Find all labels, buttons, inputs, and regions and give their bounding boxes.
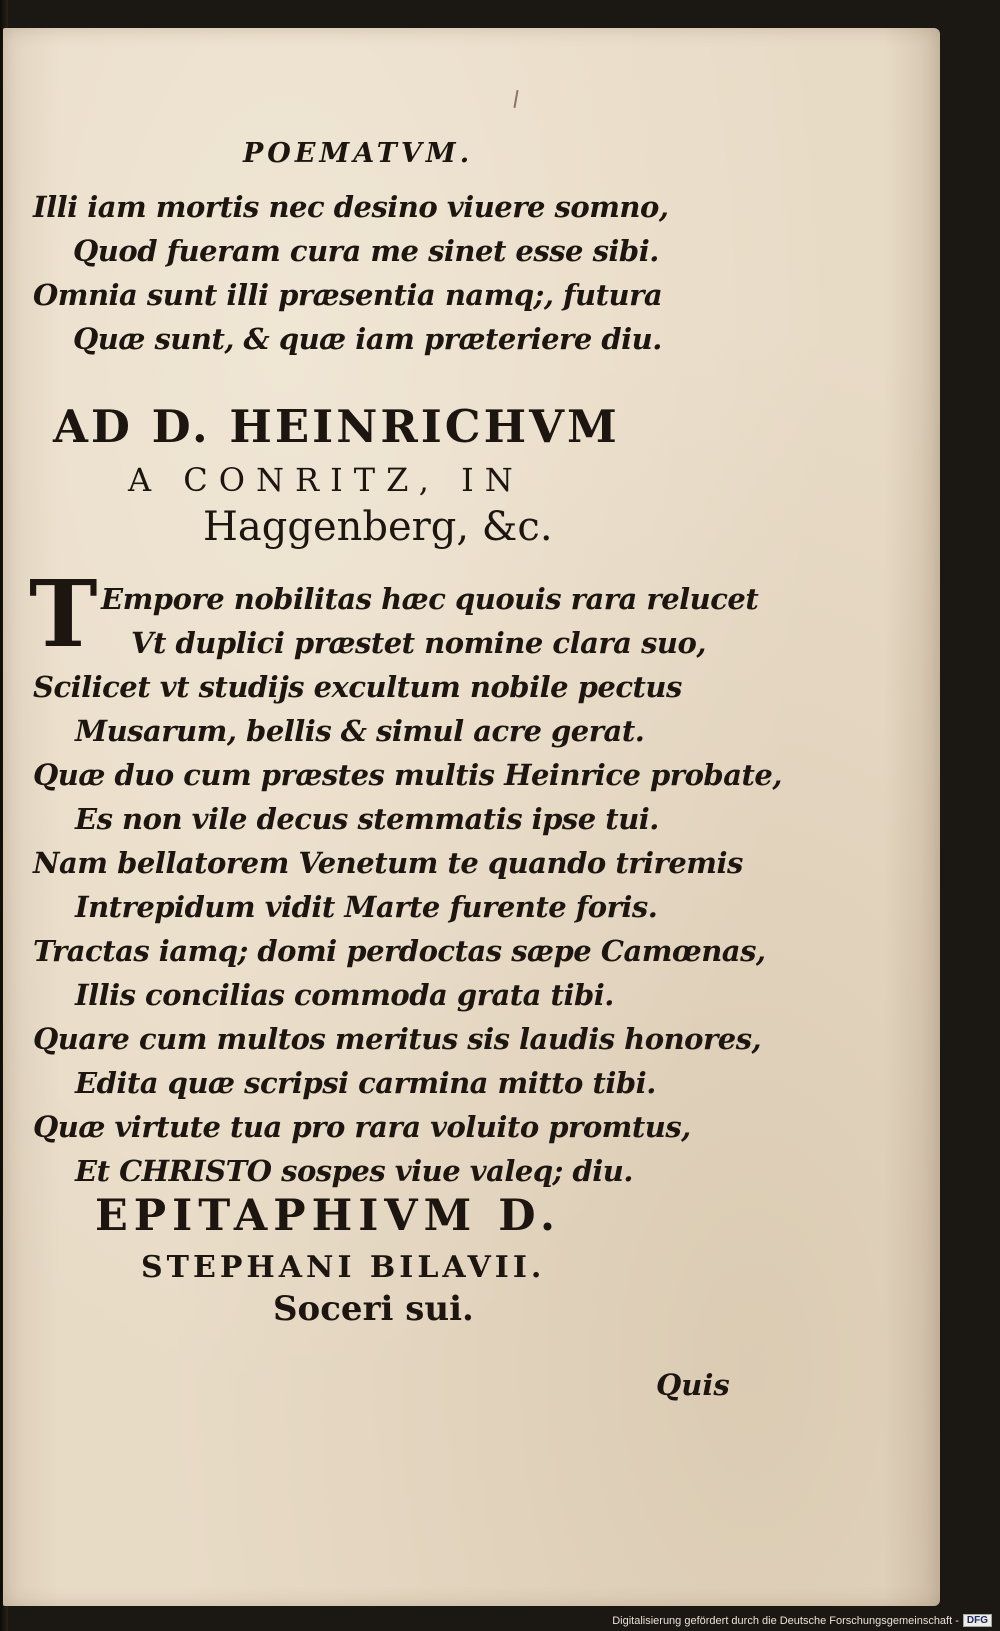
verse-line: Edita quæ scripsi carmina mitto tibi. (75, 1066, 656, 1100)
poem-title-line3: Haggenberg, &c. (203, 504, 553, 550)
main-verse (33, 577, 782, 1193)
poem-title-line2: A CONRITZ, IN (128, 461, 524, 499)
epitaph-title-line2: STEPHANI BILAVII. (141, 1250, 546, 1285)
verse-line: Quod fueram cura me sinet esse sibi. (73, 234, 659, 268)
verse-line: Vt duplici præstet nomine clara suo, (131, 626, 706, 660)
verse-line: Quæ sunt, & quæ iam præteriere diu. (73, 322, 662, 356)
verse-line: Illi iam mortis nec desino viuere somno, (33, 190, 669, 224)
verse-line: Nam bellatorem Venetum te quando triremis (33, 846, 743, 880)
verse-line: Tractas iamq; domi perdoctas sæpe Camœnas, (33, 934, 766, 968)
verse-line: Es non vile decus stemmatis ipse tui. (75, 802, 659, 836)
verse-line: Omnia sunt illi præsentia namq;, futura (33, 278, 663, 312)
digitization-footer (612, 1614, 992, 1627)
epitaph-title-line1: EPITAPHIVM D. (95, 1191, 561, 1241)
verse-line: Musarum, bellis & simul acre gerat. (75, 714, 645, 748)
verse-line: Illis concilias commoda grata tibi. (75, 978, 614, 1012)
verse-line: Quare cum multos meritus sis laudis honores, (33, 1022, 762, 1056)
drop-cap: T (29, 560, 98, 668)
verse-line: Et CHRISTO sospes viue valeq; diu. (75, 1154, 633, 1188)
running-head: POEMATVM. (243, 138, 474, 169)
verse-line: Scilicet vt studijs excultum nobile pectus (33, 670, 682, 704)
page-mark (513, 90, 518, 108)
verse-line: Quæ duo cum præstes multis Heinrice probate, (33, 758, 782, 792)
verse-line: Empore nobilitas hæc quouis rara relucet (101, 582, 759, 616)
verse-line: Intrepidum vidit Marte furente foris. (75, 890, 658, 924)
top-verse (33, 185, 668, 361)
poem-title-line1: AD D. HEINRICHVM (53, 400, 620, 453)
dfg-logo: DFG (963, 1614, 992, 1627)
catchword: Quis (656, 1368, 730, 1402)
book-page (3, 28, 940, 1606)
footer-text: Digitalisierung gefördert durch die Deutsche Forschungsgemeinschaft - (612, 1614, 959, 1627)
verse-line: Quæ virtute tua pro rara voluito promtus, (33, 1110, 691, 1144)
epitaph-title-line3: Soceri sui. (273, 1289, 474, 1329)
